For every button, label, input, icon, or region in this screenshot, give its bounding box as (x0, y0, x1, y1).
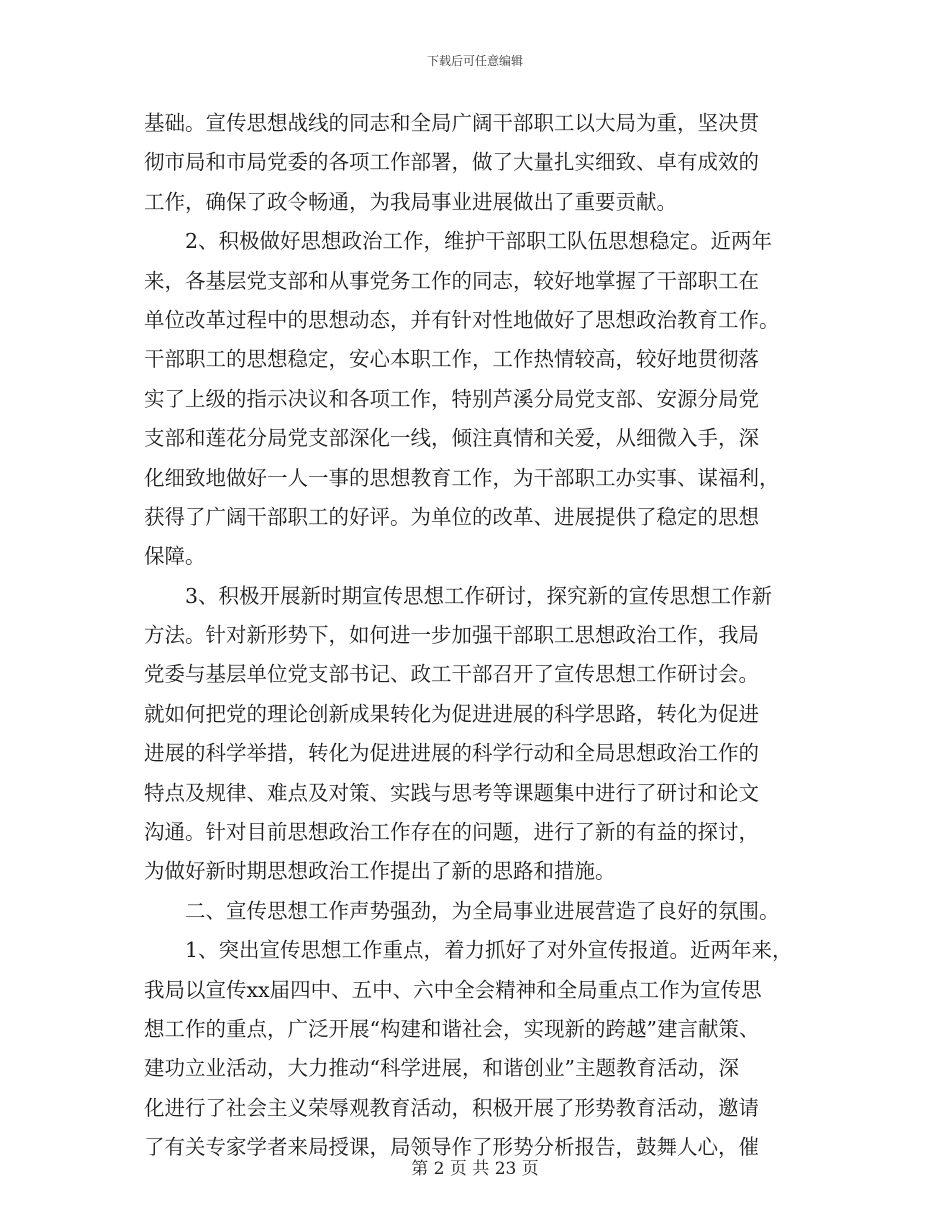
text-line: 为做好新时期思想政治工作提出了新的思路和措施。 (144, 859, 616, 884)
text-line: 进展的科学举措，转化为促进进展的科学行动和全局思想政治工作的 (144, 741, 759, 766)
text-line: 我局以宣传xx届四中、五中、六中全会精神和全局重点工作为宣传思 (144, 977, 762, 1002)
text-line: 保障。 (144, 544, 206, 569)
text-line: 基础。宣传思想战线的同志和全局广阔干部职工以大局为重，坚决贯 (144, 111, 759, 135)
text-line: 实了上级的指示决议和各项工作，特别芦溪分局党支部、安源分局党 (144, 386, 759, 411)
text-line: 沟通。针对目前思想政治工作存在的问题，进行了新的有益的探讨， (144, 820, 759, 845)
text-line: 1、突出宣传思想工作重点，着力抓好了对外宣传报道。近两年来， (185, 938, 793, 963)
text-line: 支部和莲花分局党支部深化一线，倾注真情和关爱，从细微入手，深 (144, 426, 759, 451)
text-line: 党委与基层单位党支部书记、政工干部召开了宣传思想工作研讨会。 (144, 662, 759, 687)
text-line: 二、宣传思想工作声势强劲，为全局事业进展营造了良好的氛围。 (185, 898, 780, 923)
text-line: 3、积极开展新时期宣传思想工作研讨，探究新的宣传思想工作新 (185, 583, 773, 608)
text-line: 想工作的重点，广泛开展“构建和谐社会，实现新的跨越”建言献策、 (144, 1016, 760, 1041)
text-line: 彻市局和市局党委的各项工作部署，做了大量扎实细致、卓有成效的 (144, 150, 759, 175)
document-body (144, 104, 834, 1168)
text-line: 化细致地做好一人一事的思想教育工作，为干部职工办实事、谋福利， (144, 465, 780, 490)
text-line: 来，各基层党支部和从事党务工作的同志，较好地掌握了干部职工在 (144, 268, 759, 293)
page-footer: 第 2 页 共 23 页 (411, 1159, 539, 1179)
text-line: 2、积极做好思想政治工作，维护干部职工队伍思想稳定。近两年 (185, 229, 773, 254)
text-line: 获得了广阔干部职工的好评。为单位的改革、进展提供了稳定的思想 (144, 504, 759, 529)
text-line: 建功立业活动，大力推动“科学进展，和谐创业”主题教育活动，深 (144, 1056, 739, 1081)
text-line: 了有关专家学者来局授课，局领导作了形势分析报告，鼓舞人心，催 (144, 1135, 759, 1160)
text-line: 工作，确保了政令畅通，为我局事业进展做出了重要贡献。 (144, 189, 677, 214)
page-header: 下载后可任意编辑 (426, 54, 523, 68)
text-line: 方法。针对新形势下，如何进一步加强干部职工思想政治工作，我局 (144, 623, 759, 648)
text-line: 单位改革过程中的思想动态，并有针对性地做好了思想政治教育工作。 (144, 307, 780, 332)
text-line: 特点及规律、难点及对策、实践与思考等课题集中进行了研讨和论文 (144, 780, 759, 805)
text-line: 就如何把党的理论创新成果转化为促进进展的科学思路，转化为促进 (144, 701, 759, 726)
text-line: 干部职工的思想稳定，安心本职工作，工作热情较高，较好地贯彻落 (144, 347, 759, 372)
text-line: 化进行了社会主义荣辱观教育活动，积极开展了形势教育活动，邀请 (144, 1095, 759, 1120)
